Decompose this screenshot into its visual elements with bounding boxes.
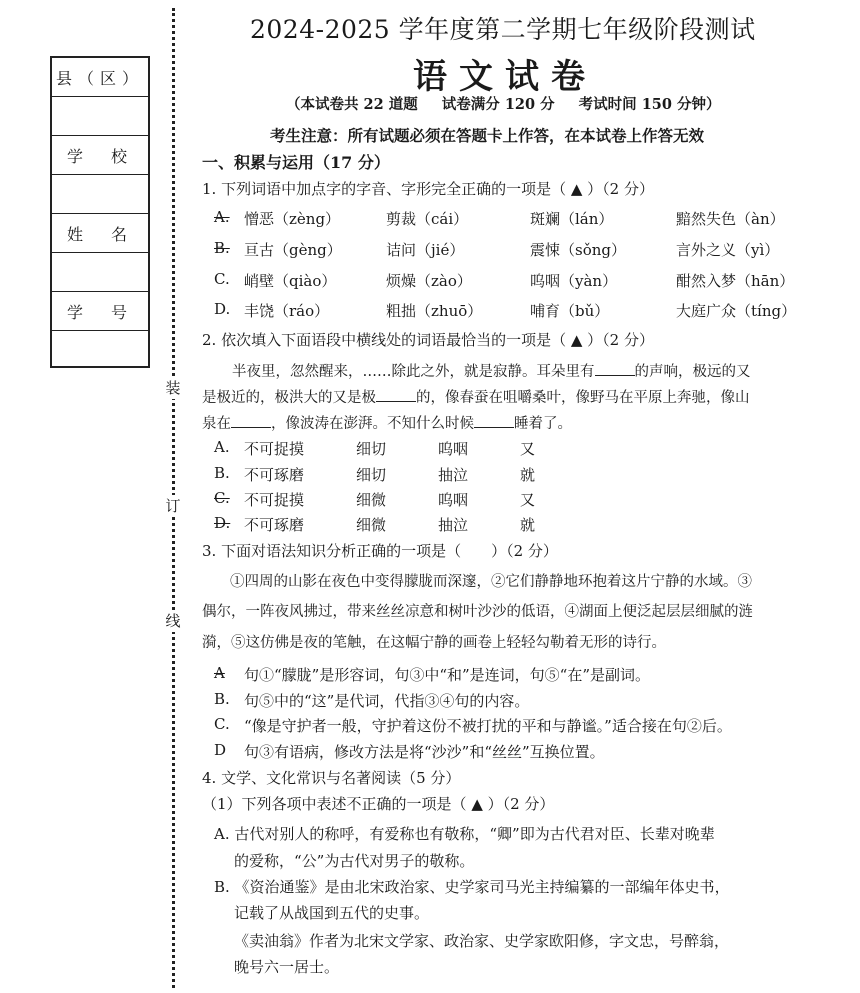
q2-c-item: 呜咽	[438, 491, 469, 509]
q4-option-b-line: 记载了从战国到五代的史事。	[234, 904, 430, 922]
q2-b-item: 不可琢磨	[244, 466, 305, 484]
q2-c-item: 细微	[356, 491, 387, 509]
q3-option-d-text: 句③有语病，修改方法是将“沙沙”和“丝丝”互换位置。	[244, 743, 605, 761]
q4-sub-question: （1）下列各项中表述不正确的一项是（ ▲ ）（2 分）	[202, 795, 555, 813]
q3-option-c-text: “像是守护者一般，守护着这份不被打扰的平和与静谧。”适合接在句②后。	[244, 717, 732, 735]
binding-char-ding: 订	[162, 495, 184, 517]
q2-option-c-label: C.	[214, 489, 230, 507]
binding-char-xian: 线	[162, 610, 184, 632]
q2-option-b-label: B.	[214, 464, 230, 482]
q1-a-item: 黯然失色（àn）	[676, 210, 785, 228]
q1-d-item: 哺育（bǔ）	[530, 302, 610, 320]
q2-passage-line: 泉在 ，像波涛在澎湃。不知什么时候 睡着了。	[202, 412, 572, 433]
q1-option-b-label: B.	[214, 239, 230, 257]
q2-b-item: 就	[520, 466, 536, 484]
q1-a-item: 剪裁（cái）	[386, 210, 469, 228]
info-field-name[interactable]	[52, 253, 148, 292]
q2-d-item: 抽泣	[438, 516, 469, 534]
q1-c-item: 呜咽（yàn）	[530, 272, 618, 290]
q1-b-item: 诘问（jié）	[386, 241, 465, 259]
q2-b-item: 抽泣	[438, 466, 469, 484]
q1-a-item: 斑斓（lán）	[530, 210, 614, 228]
exam-title: 2024-2025 学年度第二学期七年级阶段测试	[250, 15, 756, 44]
q2-a-item: 又	[520, 440, 536, 458]
q1-d-item: 粗拙（zhuō）	[386, 302, 483, 320]
info-label-school: 学 校	[52, 136, 148, 175]
info-label-student-id: 学 号	[52, 292, 148, 331]
q2-b-item: 细切	[356, 466, 387, 484]
q4-option-a-line: A. 古代对别人的称呼，有爱称也有敬称，“卿”即为古代君对臣、长辈对晚辈	[214, 825, 715, 843]
q3-passage-line: 偶尔，一阵夜风拂过，带来丝丝凉意和树叶沙沙的低语，④湖面上便泛起层层细腻的涟	[202, 604, 753, 620]
info-label-name: 姓 名	[52, 214, 148, 253]
q2-c-item: 不可捉摸	[244, 491, 305, 509]
q2-c-item: 又	[520, 491, 536, 509]
q2-d-item: 不可琢磨	[244, 516, 305, 534]
meta-time: 考试时间 150 分钟）	[578, 96, 721, 113]
q1-c-item: 峭壁（qiào）	[244, 272, 337, 290]
section-heading: 一、积累与运用（17 分）	[202, 153, 390, 172]
q2-option-d-label: D.	[214, 514, 231, 532]
q1-option-d-label: D.	[214, 300, 231, 318]
q3-passage-line: ①四周的山影在夜色中变得朦胧而深邃，②它们静静地环抱着这片宁静的水域。③	[230, 574, 752, 590]
student-info-box	[50, 56, 150, 368]
info-field-student-id[interactable]	[52, 331, 148, 370]
q1-a-item: 憎恶（zèng）	[244, 210, 341, 228]
q3-option-b-text: 句⑤中的“这”是代词，代指③④句的内容。	[244, 692, 530, 710]
q2-passage-line: 是极近的，极洪大的又是极 的，像春蚕在咀嚼桑叶，像野马在平原上奔驰，像山	[202, 386, 750, 407]
q1-c-item: 烦燥（zào）	[386, 272, 472, 290]
q1-b-item: 言外之义（yì）	[676, 241, 780, 259]
q1-stem: 1. 下列词语中加点字的字音、字形完全正确的一项是（ ▲ ）（2 分）	[202, 180, 654, 198]
meta-question-count: （本试卷共 22 道题	[286, 96, 418, 113]
info-field-county[interactable]	[52, 97, 148, 136]
q2-blank-1	[595, 361, 635, 376]
q4-stem: 4. 文学、文化常识与名著阅读（5 分）	[202, 769, 461, 787]
q3-option-a-text: 句①“朦胧”是形容词，句③中“和”是连词，句⑤“在”是副词。	[244, 666, 651, 684]
q2-stem: 2. 依次填入下面语段中横线处的词语最恰当的一项是（ ▲ ）（2 分）	[202, 331, 654, 349]
binding-char-zhuang: 装	[162, 377, 184, 399]
q2-d-item: 细微	[356, 516, 387, 534]
q2-passage-line: 半夜里，忽然醒来，……除此之外，就是寂静。耳朵里有 的声响，极远的又	[232, 360, 751, 381]
q3-stem: 3. 下面对语法知识分析正确的一项是（ ）（2 分）	[202, 542, 558, 560]
q3-option-a-label: A	[214, 664, 225, 682]
q4-option-a-line: 的爱称，“公”为古代对男子的敬称。	[234, 852, 475, 870]
q2-d-item: 就	[520, 516, 536, 534]
info-label-county: 县（区）	[52, 58, 148, 97]
q1-d-item: 丰饶（ráo）	[244, 302, 330, 320]
q2-blank-4	[474, 413, 514, 428]
q2-blank-2	[376, 387, 416, 402]
q1-b-item: 亘古（gèng）	[244, 241, 342, 259]
q1-option-a-label: A.	[214, 208, 230, 226]
q3-option-d-label: D	[214, 741, 227, 759]
subject-title: 语文试卷	[413, 57, 597, 97]
q2-option-a-label: A.	[214, 438, 230, 456]
q4-option-c-line: 《卖油翁》作者为北宋文学家、政治家、史学家欧阳修，字文忠，号醉翁，	[234, 932, 730, 950]
q4-option-b-line: B. 《资治通鉴》是由北宋政治家、史学家司马光主持编纂的一部编年体史书，	[214, 878, 730, 896]
exam-meta	[286, 93, 745, 114]
q4-option-c-line: 晚号六一居士。	[234, 958, 340, 976]
q2-a-item: 细切	[356, 440, 387, 458]
q3-option-c-label: C.	[214, 715, 230, 733]
q2-blank-3	[231, 413, 271, 428]
q1-c-item: 酣然入梦（hān）	[676, 272, 795, 290]
q1-option-c-label: C.	[214, 270, 230, 288]
q1-d-item: 大庭广众（tíng）	[676, 302, 797, 320]
q1-b-item: 震悚（sǒng）	[530, 241, 626, 259]
exam-notice: 考生注意：所有试题必须在答题卡上作答，在本试卷上作答无效	[270, 126, 705, 145]
q3-passage-line: 漪，⑤这仿佛是夜的笔触，在这幅宁静的画卷上轻轻勾勒着无形的诗行。	[202, 635, 666, 651]
q2-a-item: 不可捉摸	[244, 440, 305, 458]
q3-option-b-label: B.	[214, 690, 230, 708]
meta-full-score: 试卷满分 120 分	[441, 96, 555, 113]
info-field-school[interactable]	[52, 175, 148, 214]
q2-a-item: 呜咽	[438, 440, 469, 458]
